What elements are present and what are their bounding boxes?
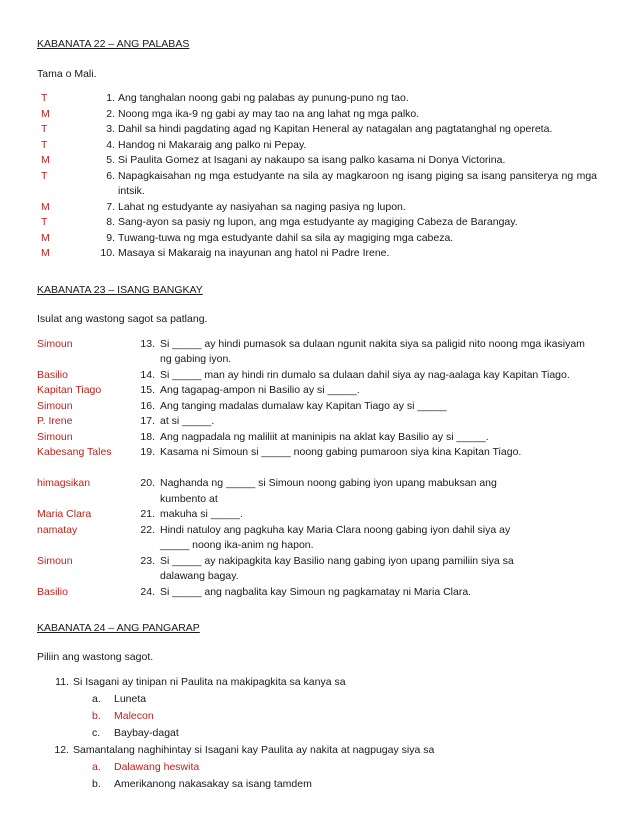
option-text: Amerikanong nakasakay sa isang tamdem: [114, 778, 312, 790]
list-item: [37, 414, 597, 430]
item-text: Si _____ ay hindi pumasok sa dulaan ngunit nakita siya sa paligid nito noong mga ikasiyam ng gabing iyon.: [160, 337, 585, 365]
list-item: [37, 445, 597, 476]
section-23: [37, 284, 597, 601]
option-letter: a.: [92, 761, 101, 773]
answer: Maria Clara: [37, 508, 92, 520]
answer: M: [41, 200, 50, 213]
list-item: [37, 585, 597, 601]
question-12: [37, 742, 597, 759]
list-item: [37, 215, 597, 231]
item-text: Ang tanghalan noong gabi ng palabas ay punung-puno ng tao.: [118, 92, 409, 104]
option-text: Dalawang heswita: [114, 761, 200, 773]
question-number: 11.: [55, 676, 69, 688]
option-text: Baybay-dagat: [114, 727, 179, 739]
answer: himagsikan: [37, 477, 91, 489]
item-number: 10.: [100, 247, 115, 259]
list-item: [37, 246, 597, 262]
item-text: Handog ni Makaraig ang palko ni Pepay.: [118, 138, 307, 151]
list-item: [37, 507, 597, 523]
item-text: Napagkaisahan ng mga estudyante na sila ay magkaroon ng isang piging sa isang pansiterya ng mga intsik.: [118, 169, 597, 197]
section-23-list: [37, 337, 597, 601]
list-item: [37, 368, 597, 384]
section-24: [37, 622, 597, 793]
question-number: 12.: [54, 744, 69, 756]
item-number: 21.: [140, 508, 155, 520]
list-item: [37, 337, 597, 368]
answer: T: [41, 123, 48, 135]
item-number: 6.: [106, 169, 115, 182]
option-letter: b.: [92, 710, 101, 722]
list-item: [37, 122, 597, 138]
list-item: [37, 107, 597, 123]
item-number: 20.: [140, 477, 155, 489]
item-text: Lahat ng estudyante ay nasiyahan sa naging pasiya ng lupon.: [118, 200, 406, 213]
item-number: 22.: [140, 523, 155, 536]
option-answer: [37, 759, 597, 776]
item-text: Si _____ ay nakipagkita kay Basilio nang gabing iyon upang pamiliin siya sa dalawang bagay.: [160, 554, 514, 582]
section-22-list: [37, 91, 597, 262]
option-letter: b.: [92, 778, 101, 790]
item-text: makuha si _____.: [160, 508, 243, 520]
item-number: 5.: [106, 154, 115, 166]
list-item: [37, 200, 597, 216]
item-number: 2.: [106, 107, 115, 120]
list-item: [37, 153, 597, 169]
item-text: Sang-ayon sa pasiy ng lupon, ang mga estudyante ay magiging Cabeza de Barangay.: [118, 216, 518, 228]
option-letter: c.: [92, 727, 101, 739]
list-item: [37, 554, 597, 585]
option-answer: [37, 708, 597, 725]
answer: Kapitan Tiago: [37, 384, 102, 396]
answer: M: [41, 231, 50, 244]
item-text: Masaya si Makaraig na inayunan ang hatol ni Padre Irene.: [118, 247, 390, 259]
section-22-instruction: Tama o Mali.: [37, 68, 97, 80]
answer: Simoun: [37, 337, 73, 350]
answer: T: [41, 216, 48, 228]
item-text: Si _____ ang nagbalita kay Simoun ng pagkamatay ni Maria Clara.: [160, 585, 472, 598]
option: [37, 776, 597, 793]
item-text: Dahil sa hindi pagdating agad ng Kapitan Heneral ay natagalan ang pagtatanghal ng opereta.: [118, 123, 553, 135]
section-23-heading: KABANATA 23 – ISANG BANGKAY: [37, 283, 203, 296]
document-page: [37, 38, 597, 793]
item-text: Ang tanging madalas dumalaw kay Kapitan Tiago ay si _____: [160, 399, 447, 412]
answer: M: [41, 107, 50, 120]
item-number: 18.: [140, 430, 155, 443]
item-text: at si _____.: [160, 415, 215, 427]
list-item: [37, 138, 597, 154]
list-item: [37, 523, 597, 554]
section-24-list: [37, 674, 597, 793]
section-22-heading: KABANATA 22 – ANG PALABAS: [37, 38, 190, 50]
answer: Basilio: [37, 585, 68, 598]
item-number: 1.: [106, 92, 115, 104]
list-item: [37, 430, 597, 446]
item-number: 16.: [140, 399, 155, 412]
item-number: 17.: [140, 415, 155, 427]
list-item: [37, 399, 597, 415]
item-text: Ang tagapag-ampon ni Basilio ay si _____.: [160, 384, 360, 396]
question-text: Si Isagani ay tinipan ni Paulita na makipagkita sa kanya sa: [73, 676, 346, 688]
answer: M: [41, 154, 50, 166]
answer: T: [41, 138, 48, 151]
item-number: 14.: [140, 368, 155, 381]
answer: Simoun: [37, 399, 73, 412]
section-24-heading: KABANATA 24 – ANG PANGARAP: [37, 622, 200, 634]
item-text: Tuwang-tuwa ng mga estudyante dahil sa sila ay magiging mga cabeza.: [118, 231, 454, 244]
list-item: [37, 169, 597, 200]
item-number: 24.: [140, 585, 155, 598]
item-number: 7.: [106, 200, 115, 213]
answer: P. Irene: [37, 415, 73, 427]
answer: T: [41, 169, 48, 182]
item-text: Hindi natuloy ang pagkuha kay Maria Clara noong gabing iyon dahil siya ay _____ noong ika-anim ng hapon.: [160, 523, 511, 551]
item-text: Kasama ni Simoun si _____ noong gabing pumaroon siya kina Kapitan Tiago.: [160, 446, 522, 458]
option-text: Luneta: [114, 693, 147, 705]
item-number: 4.: [106, 138, 115, 151]
answer: M: [41, 247, 50, 259]
answer: Basilio: [37, 368, 68, 381]
option: [37, 725, 597, 742]
item-number: 23.: [140, 554, 155, 567]
item-text: Ang nagpadala ng maliliit at maninipis na aklat kay Basilio ay si _____.: [160, 430, 489, 443]
section-22: [37, 38, 597, 262]
list-item: [37, 383, 597, 399]
item-number: 15.: [140, 384, 155, 396]
answer: namatay: [37, 523, 78, 536]
section-23-instruction: Isulat ang wastong sagot sa patlang.: [37, 312, 208, 325]
answer: T: [41, 92, 48, 104]
list-item: [37, 476, 597, 507]
item-number: 9.: [106, 231, 115, 244]
question-text: Samantalang naghihintay si Isagani kay Paulita ay nakita at nagpugay siya sa: [73, 744, 435, 756]
item-text: Si _____ man ay hindi rin dumalo sa dulaan dahil siya ay nag-aalaga kay Kapitan Tiago.: [160, 368, 570, 381]
item-number: 3.: [106, 123, 115, 135]
item-text: Naghanda ng _____ si Simoun noong gabing iyon upang mabuksan ang kumbento at: [160, 477, 497, 505]
item-number: 8.: [106, 216, 115, 228]
item-number: 13.: [140, 337, 155, 350]
list-item: [37, 91, 597, 107]
item-text: Noong mga ika-9 ng gabi ay may tao na ang lahat ng mga palko.: [118, 107, 420, 120]
section-24-instruction: Piliin ang wastong sagot.: [37, 651, 154, 663]
answer: Kabesang Tales: [37, 446, 112, 458]
item-text: Si Paulita Gomez at Isagani ay nakaupo sa isang palko kasama ni Donya Victorina.: [118, 154, 506, 166]
item-number: 19.: [140, 446, 155, 458]
option: [37, 691, 597, 708]
option-letter: a.: [92, 693, 101, 705]
answer: Simoun: [37, 554, 73, 567]
answer: Simoun: [37, 430, 73, 443]
list-item: [37, 231, 597, 247]
question-11: [37, 674, 597, 691]
option-text: Malecon: [114, 710, 154, 722]
